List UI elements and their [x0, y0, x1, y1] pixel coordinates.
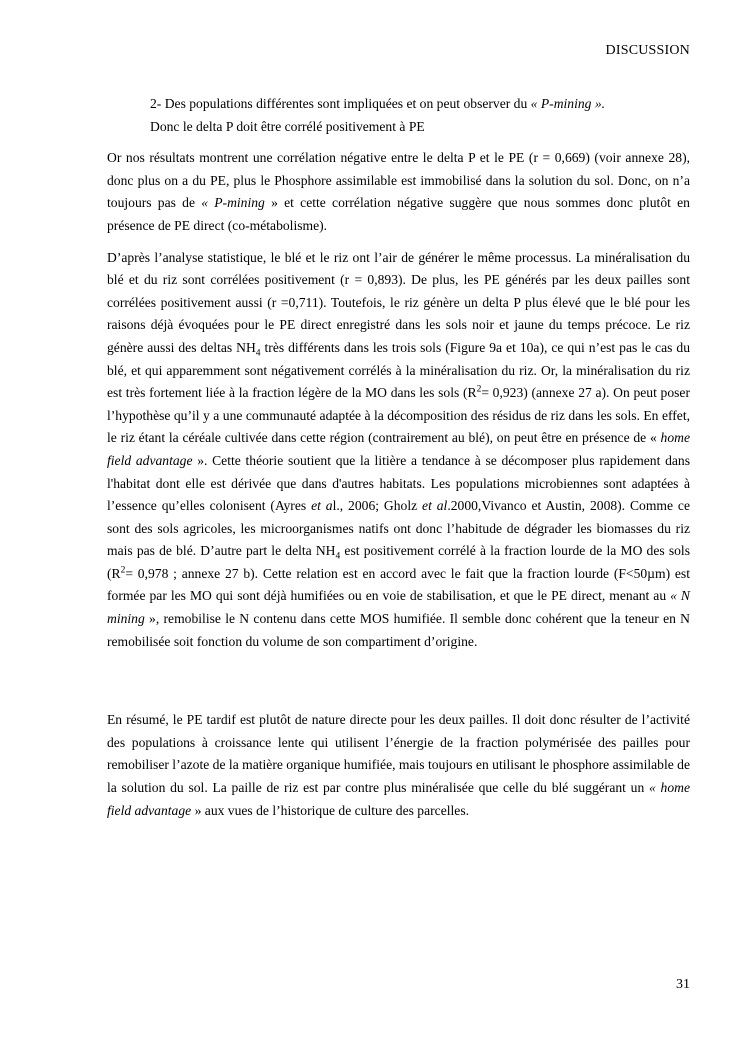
page-body	[107, 93, 690, 822]
paragraph-hypothesis: 2- Des populations différentes sont impliquées et on peut observer du « P-mining ». Donc le delta P doit être corrélé positivement à PE	[150, 96, 606, 134]
paragraph-summary: En résumé, le PE tardif est plutôt de nature directe pour les deux pailles. Il doit donc résulter de l’activité des populations à croissance lente qui utilisent l’énergie de la fraction polymérisée des pailles pour remobiliser l’azote de la matière organique humifiée, mais toujours en utilisant le phosphore assimilable de la solution du sol. La paille de riz est par contre plus minéralisée que celle du blé suggérant un « home field advantage » aux vues de l’historique de culture des parcelles.	[107, 712, 691, 818]
section-header: DISCUSSION	[605, 43, 690, 58]
page-number: 31	[676, 977, 690, 992]
paragraph-results: Or nos résultats montrent une corrélation négative entre le delta P et le PE (r = 0,669) (voir annexe 28), donc plus on a du PE, plus le Phosphore assimilable est immobilisé dans la solution du sol. Donc, on n’a toujours pas de « P-mining » et cette corrélation négative suggère que nous sommes donc plutôt en présence de PE direct (co-métabolisme).	[107, 150, 690, 233]
paragraph-statistics: D’après l’analyse statistique, le blé et le riz ont l’air de générer le même processus. La minéralisation du blé et du riz sont corrélées positivement (r = 0,893). De plus, les PE générés par les deux pailles sont corrélées positivement aussi (r =0,711). Toutefois, le riz génère un delta P plus élevé que le blé pour les raisons déjà évoquées pour le PE direct enregistré dans les sols noir et jaune du temps précoce. Le riz génère aussi des deltas $NH_4$ très différents dans les trois sols (Figure 9a et 10a), ce qui n’est pas le cas du blé, et qui apparemment sont négativement corrélés à la minéralisation du riz. Or, la minéralisation du riz est très fortement liée à la fraction légère de la MO dans les sols $(R^2= 0,923)$ (annexe 27 a). On peut poser l’hypothèse qu’il y a une communauté adaptée à la décomposition des résidus de riz dans les sols. En effet, le riz étant la céréale cultivée dans cette région (contrairement au blé), on peut être en présence de « home field advantage ». Cette théorie soutient que la litière a tendance à se décomposer plus rapidement dans l'habitat dont elle est dérivée que dans d'autres habitats. Les populations microbiennes sont adaptées à l’essence qu’elles colonisent (Ayres et al., 2006; Gholz et al.2000,Vivanco et Austin, 2008). Comme ce sont des sols agricoles, les microorganismes natifs ont donc l’habitude de dégrader les biomasses du riz mais pas de blé. D’autre part le delta $NH_4$ est positivement corrélé à la fraction lourde de la MO des sols ($R^2= 0,978$ ; annexe 27 b). Cette relation est en accord avec le fait que la fraction lourde (F<50µm) est formée par les MO qui sont déjà humifiées ou en voie de stabilisation, et que le PE direct, menant au « N mining », remobilise le N contenu dans cette MOS humifiée. Il semble donc cohérent que la teneur en N remobilisée soit fonction du volume de son compartiment d’origine.	[107, 249, 691, 649]
